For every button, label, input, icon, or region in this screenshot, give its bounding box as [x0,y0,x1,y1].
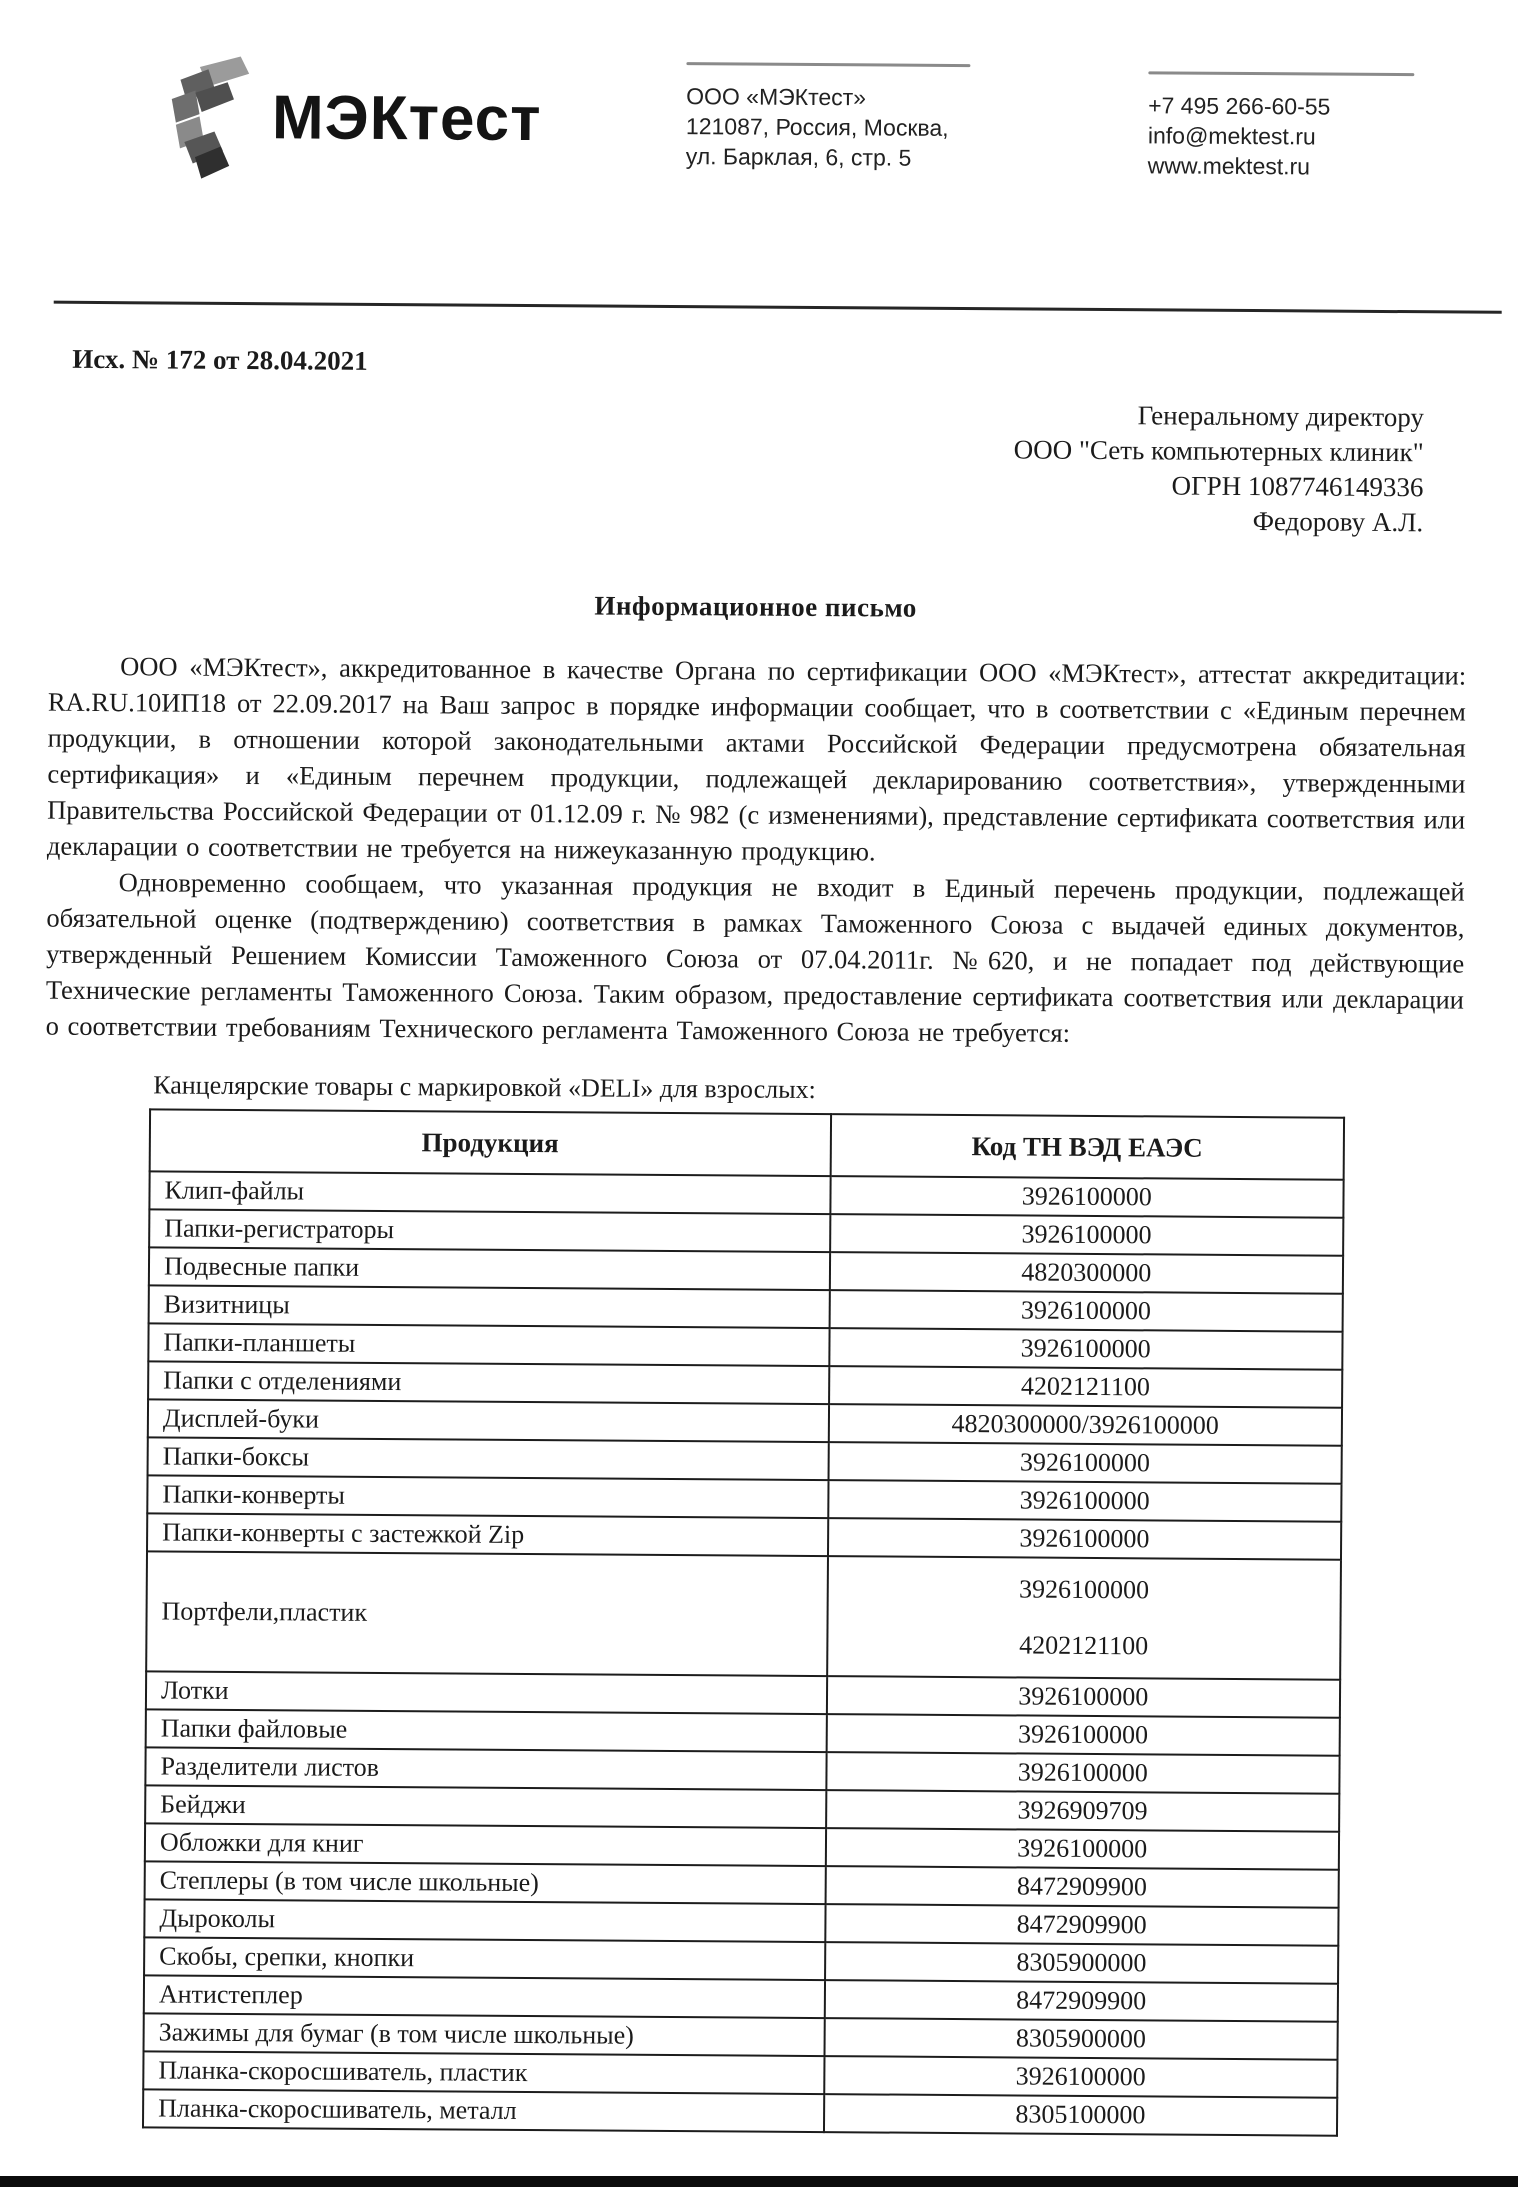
tnved-code-value: 3926100000 [837,1180,1337,1213]
product-name-cell: Планка-скоросшиватель, пластик [143,2051,824,2094]
product-name-cell: Разделители листов [145,1747,826,1790]
tnved-code-value: 3926100000 [833,1718,1333,1751]
tnved-code-cell [828,1480,1342,1522]
outgoing-ref-number: Исх. № 172 от 28.04.2021 [72,344,1516,385]
company-name: ООО «МЭКтест» [686,81,972,113]
tnved-code-value: 4820300000 [836,1256,1336,1289]
tnved-code-value: 3926100000 [831,2060,1331,2093]
scanner-edge-artifact [0,2176,1518,2187]
company-logo [147,42,542,208]
tnved-code-cell [829,1366,1343,1408]
product-name-cell: Зажимы для бумаг (в том числе школьные) [144,2013,825,2056]
company-address-line2: ул. Барклая, 6, стр. 5 [686,141,972,173]
contacts-block-divider [1148,71,1414,76]
product-name-cell: Подвесные папки [149,1247,830,1290]
tnved-code-value: 3926100000 [832,1832,1332,1865]
tnved-code-value: 4202121100 [836,1370,1336,1403]
mektest-logo-icon [147,42,266,206]
tnved-code-value: 8472909900 [832,1908,1332,1941]
product-name-cell: Папки-конверты с застежкой Zip [147,1513,828,1556]
recipient-block [0,390,1424,540]
product-name-cell: Лотки [146,1671,827,1714]
product-name-cell: Дисплей-буки [148,1399,829,1442]
tnved-code-cell [824,1980,1338,2022]
tnved-code-cell [825,1828,1339,1870]
product-name-cell: Скобы, срепки, кнопки [144,1937,825,1980]
company-email: info@mektest.ru [1148,120,1418,152]
product-name-cell: Папки с отделениями [148,1361,829,1404]
tnved-code-cell [829,1328,1343,1370]
product-name-cell: Папки файловые [146,1709,827,1752]
tnved-code-value: 4202121100 [834,1616,1334,1675]
product-name-cell: Бейджи [145,1785,826,1828]
tnved-code-value: 3926100000 [836,1332,1336,1365]
tnved-code-value: 3926100000 [834,1560,1334,1619]
tnved-code-cell [824,2018,1338,2060]
company-info-block [686,62,973,173]
product-name-cell: Портфели,пластик [146,1551,827,1676]
tnved-code-value: 8472909900 [832,1870,1332,1903]
column-header-tnved-code: Код ТН ВЭД ЕАЭС [830,1114,1344,1180]
tnved-code-cell [827,1556,1341,1680]
tnved-code-cell [828,1442,1342,1484]
header-rule [54,301,1502,314]
tnved-code-cell [826,1752,1340,1794]
tnved-code-cell [824,2056,1338,2098]
tnved-code-value: 3926909709 [833,1794,1333,1827]
products-table-body [143,1171,1344,2135]
tnved-code-value: 3926100000 [835,1446,1335,1479]
tnved-code-value: 3926100000 [833,1680,1333,1713]
logo-wordmark: МЭКтест [272,82,542,155]
letter-title: Информационное письмо [0,586,1515,628]
tnved-code-cell [826,1676,1340,1718]
table-caption: Канцелярские товары с маркировкой «DELI» для взрослых: [153,1070,1511,1109]
tnved-code-cell [825,1866,1339,1908]
tnved-code-cell [824,2094,1338,2136]
tnved-code-cell [830,1214,1344,1256]
table-row [143,2089,1337,2135]
tnved-code-cell [825,1904,1339,1946]
recipient-line: ООО "Сеть компьютерных клиник" [0,425,1424,470]
tnved-code-value: 3926100000 [835,1522,1335,1555]
recipient-line: ОГРН 1087746149336 [0,460,1424,505]
product-name-cell: Планка-скоросшиватель, металл [143,2089,824,2132]
company-address-line1: 121087, Россия, Москва, [686,111,972,143]
product-name-cell: Дыроколы [144,1899,825,1942]
tnved-code-cell [829,1252,1343,1294]
company-block-divider [686,62,970,67]
tnved-code-value: 8305900000 [832,1946,1332,1979]
product-name-cell: Папки-планшеты [148,1323,829,1366]
tnved-code-cell [825,1942,1339,1984]
tnved-code-value: 4820300000/3926100000 [835,1408,1335,1441]
product-name-cell: Папки-боксы [148,1437,829,1480]
tnved-code-value: 3926100000 [837,1218,1337,1251]
tnved-code-cell [826,1790,1340,1832]
product-name-cell: Папки-регистраторы [149,1209,830,1252]
tnved-code-cell [826,1714,1340,1756]
tnved-code-cell [828,1404,1342,1446]
tnved-code-value: 8472909900 [831,1984,1331,2017]
tnved-code-cell [828,1518,1342,1560]
tnved-code-value: 3926100000 [836,1294,1336,1327]
tnved-code-value: 3926100000 [835,1484,1335,1517]
letter-paragraph: Одновременно сообщаем, что указанная продукция не входит в Единый перечень продукции, подлежащей обязательной оценке (подтверждению) соответствия в рамках Таможенного Союза с выдачей единых документов, утвержденный Решением Комиссии Таможенного Союза от 07.04.2011г. №620, и не попадает под действующие Технические регламенты Таможенного Союза. Таким образом, предоставление сертификата соответствия или декларации о соответствии требованиям Технического регламента Таможенного Союза не требуется: [46,864,1465,1054]
tnved-code-value: 8305100000 [831,2098,1331,2131]
company-phone: +7 495 266-60-55 [1148,90,1418,122]
table-row [146,1551,1341,1679]
tnved-code-value: 3926100000 [833,1756,1333,1789]
column-header-product: Продукция [150,1109,831,1176]
product-name-cell: Папки-конверты [147,1475,828,1518]
letterhead [0,0,1518,265]
products-codes-table [142,1108,1345,2136]
company-website: www.mektest.ru [1148,150,1418,182]
recipient-line: Генеральному директору [0,390,1424,435]
product-name-cell: Клип-файлы [149,1171,830,1214]
table-header-row [150,1109,1344,1179]
recipient-line: Федорову А.Л. [0,495,1423,540]
product-name-cell: Визитницы [149,1285,830,1328]
tnved-code-cell [830,1176,1344,1218]
tnved-code-value: 8305900000 [831,2022,1331,2055]
letter-paragraph: ООО «МЭКтест», аккредитованное в качестве Органа по сертификации ООО «МЭКтест», аттестат аккредитации: RA.RU.10ИП18 от 22.09.2017 на Ваш запрос в порядке информации сообщает, что в соответствии с «Единым перечнем продукции, в отношении которой законодательными актами Российской Федерации предусмотрена обязательная сертификация» и «Единым перечнем продукции, подлежащей декларированию соответствия», утвержденными Правительства Российской Федерации от 01.12.09 г. № 982 (с изменениями), представление сертификата соответствия или декларации о соответствии не требуется на нижеуказанную продукцию. [47,648,1466,874]
product-name-cell: Степлеры (в том числе школьные) [145,1861,826,1904]
tnved-code-cell [829,1290,1343,1332]
contacts-block [1148,71,1419,182]
product-name-cell: Обложки для книг [145,1823,826,1866]
product-name-cell: Антистеплер [144,1975,825,2018]
